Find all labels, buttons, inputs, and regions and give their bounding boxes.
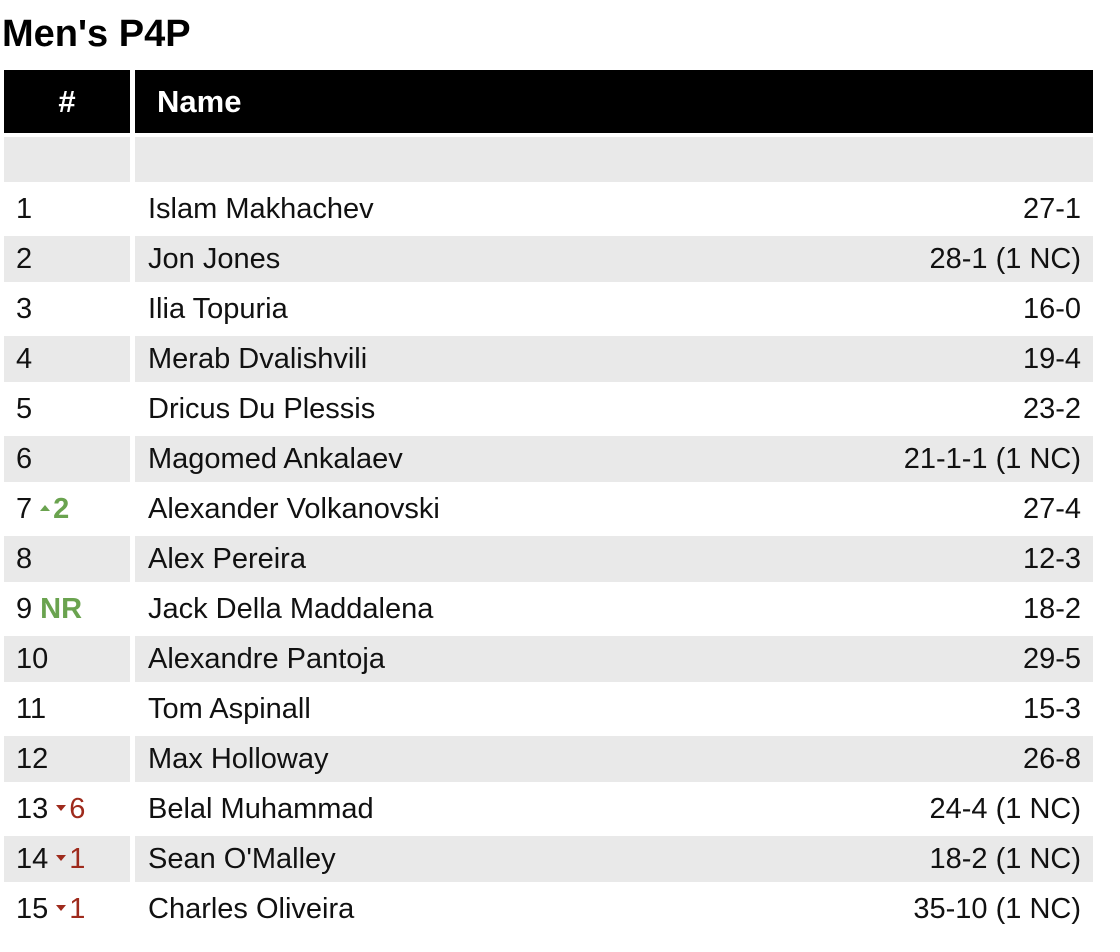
rank-number: 3 (16, 293, 33, 325)
rank-cell (4, 686, 130, 732)
rank-number: 13 (16, 793, 49, 825)
table-row[interactable] (4, 836, 1093, 882)
page-title: Men's P4P (2, 13, 191, 55)
name-cell (135, 636, 1093, 682)
rank-change-value: 2 (53, 493, 70, 525)
name-cell (135, 536, 1093, 582)
rank-number: 14 (16, 843, 49, 875)
fighter-record: 16-0 (1022, 293, 1081, 325)
rank-cell (4, 186, 130, 232)
table-row[interactable] (4, 186, 1093, 232)
fighter-record: 27-1 (1022, 193, 1081, 225)
rank-cell (4, 436, 130, 482)
rank-number: 10 (16, 643, 49, 675)
fighter-name-link[interactable]: Ilia Topuria (148, 293, 288, 325)
table-body (4, 137, 1093, 932)
fighter-record: 23-2 (1022, 393, 1081, 425)
fighter-record: 35-10 (1 NC) (913, 893, 1081, 925)
rank-cell (4, 886, 130, 932)
table-row[interactable] (4, 436, 1093, 482)
fighter-name-link[interactable]: Tom Aspinall (148, 693, 311, 725)
fighter-name-link[interactable]: Merab Dvalishvili (148, 343, 368, 375)
fighter-record: 18-2 (1022, 593, 1081, 625)
fighter-name-link[interactable]: Charles Oliveira (148, 893, 355, 925)
arrow-up-icon (40, 505, 50, 511)
name-cell (135, 336, 1093, 382)
rank-cell (4, 236, 130, 282)
rank-cell (4, 636, 130, 682)
name-cell (135, 386, 1093, 432)
rank-cell (4, 386, 130, 432)
arrow-down-icon (56, 905, 66, 911)
name-column-header[interactable]: Name (135, 70, 1093, 133)
rank-number: 8 (16, 543, 33, 575)
rank-number: 4 (16, 343, 33, 375)
fighter-name-link[interactable]: Jon Jones (148, 243, 281, 275)
rank-cell (4, 486, 130, 532)
fighter-record: 27-4 (1022, 493, 1081, 525)
table-row[interactable] (4, 636, 1093, 682)
rank-number: 1 (16, 193, 33, 225)
rank-change-badge (40, 593, 82, 625)
rank-cell (4, 836, 130, 882)
fighter-record: 12-3 (1022, 543, 1081, 575)
fighter-name-link[interactable]: Sean O'Malley (148, 843, 336, 875)
name-cell (135, 686, 1093, 732)
table-row[interactable] (4, 586, 1093, 632)
name-cell (135, 786, 1093, 832)
name-cell (135, 186, 1093, 232)
rank-number: 12 (16, 743, 49, 775)
table-row[interactable] (4, 336, 1093, 382)
table-row[interactable] (4, 686, 1093, 732)
name-cell (135, 836, 1093, 882)
name-cell (135, 436, 1093, 482)
rank-number: 15 (16, 893, 49, 925)
table-row[interactable] (4, 536, 1093, 582)
table-row[interactable] (4, 236, 1093, 282)
rank-change-value: 1 (69, 893, 86, 925)
fighter-name-link[interactable]: Alexander Volkanovski (148, 493, 440, 525)
empty-row (4, 137, 1093, 182)
rank-cell (4, 736, 130, 782)
empty-cell (4, 137, 130, 182)
name-cell (135, 586, 1093, 632)
fighter-name-link[interactable]: Alex Pereira (148, 543, 306, 575)
rank-change-value: NR (40, 593, 83, 625)
rank-change-badge (56, 843, 85, 875)
fighter-record: 19-4 (1022, 343, 1081, 375)
table-row[interactable] (4, 886, 1093, 932)
empty-cell (135, 137, 1093, 182)
arrow-down-icon (56, 855, 66, 861)
fighter-name-link[interactable]: Jack Della Maddalena (148, 593, 434, 625)
fighter-record: 29-5 (1022, 643, 1081, 675)
rank-cell (4, 786, 130, 832)
fighter-record: 15-3 (1022, 693, 1081, 725)
fighter-record: 18-2 (1 NC) (929, 843, 1081, 875)
rank-change-badge (56, 893, 85, 925)
rank-change-value: 1 (69, 843, 86, 875)
table-row[interactable] (4, 386, 1093, 432)
table-row[interactable] (4, 736, 1093, 782)
rank-cell (4, 536, 130, 582)
fighter-record: 21-1-1 (1 NC) (903, 443, 1081, 475)
table-row[interactable] (4, 286, 1093, 332)
fighter-name-link[interactable]: Dricus Du Plessis (148, 393, 376, 425)
rank-column-header[interactable]: # (4, 70, 130, 133)
rank-number: 5 (16, 393, 33, 425)
fighter-name-link[interactable]: Belal Muhammad (148, 793, 374, 825)
rank-cell (4, 286, 130, 332)
rank-number: 2 (16, 243, 33, 275)
arrow-down-icon (56, 805, 66, 811)
name-cell (135, 286, 1093, 332)
fighter-name-link[interactable]: Magomed Ankalaev (148, 443, 403, 475)
rank-change-badge (40, 493, 69, 525)
rankings-table (0, 66, 1098, 936)
name-cell (135, 236, 1093, 282)
fighter-name-link[interactable]: Islam Makhachev (148, 193, 374, 225)
fighter-record: 28-1 (1 NC) (929, 243, 1081, 275)
rank-number: 9 (16, 593, 33, 625)
fighter-record: 24-4 (1 NC) (929, 793, 1081, 825)
rank-change-value: 6 (69, 793, 86, 825)
fighter-record: 26-8 (1022, 743, 1081, 775)
table-header-row (4, 70, 1093, 133)
table-row[interactable] (4, 486, 1093, 532)
table-row[interactable] (4, 786, 1093, 832)
name-cell (135, 486, 1093, 532)
rank-number: 7 (16, 493, 33, 525)
rank-change-badge (56, 793, 85, 825)
rank-number: 6 (16, 443, 33, 475)
rank-cell (4, 586, 130, 632)
rank-cell (4, 336, 130, 382)
fighter-name-link[interactable]: Alexandre Pantoja (148, 643, 385, 675)
fighter-name-link[interactable]: Max Holloway (148, 743, 329, 775)
name-cell (135, 736, 1093, 782)
name-cell (135, 886, 1093, 932)
rank-number: 11 (16, 693, 47, 725)
